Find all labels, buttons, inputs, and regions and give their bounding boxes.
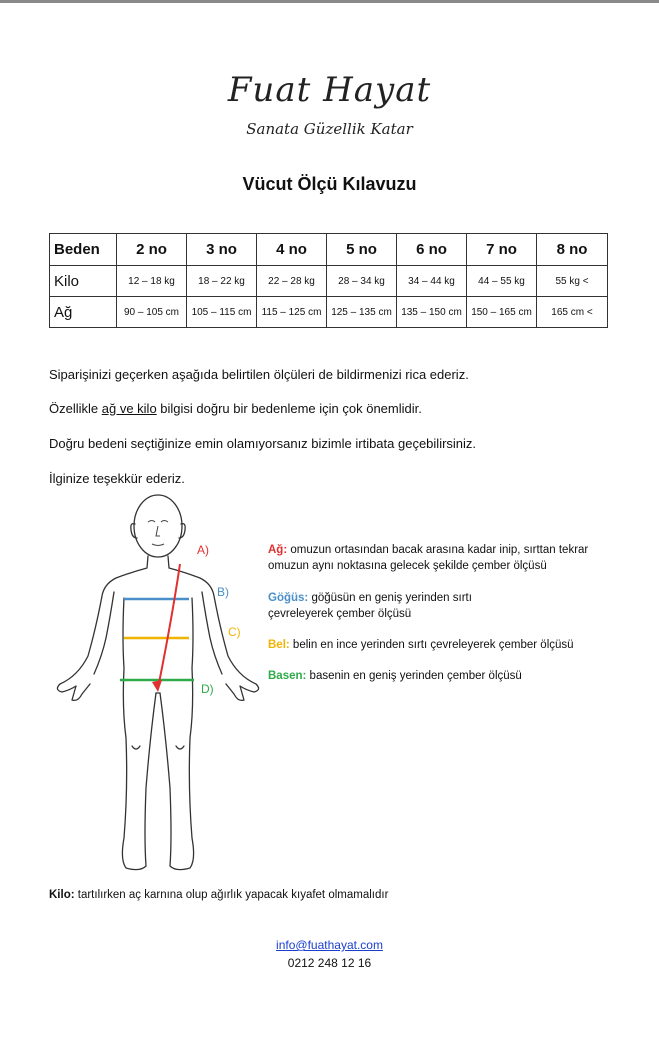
inseam-arrow	[152, 680, 162, 692]
label-b: B)	[217, 585, 229, 599]
kilo-note	[49, 889, 388, 901]
table-cell: 28 – 34 kg	[327, 266, 397, 297]
legend-text: omuzun ortasından bacak arasına kadar inip, sırttan tekrar	[287, 544, 589, 556]
text-segment: Özellikle	[49, 401, 102, 416]
header-cell: 7 no	[467, 234, 537, 266]
legend-key: Bel:	[268, 639, 290, 651]
body-measurement-figure	[48, 488, 268, 878]
label-a: A)	[197, 543, 209, 557]
legend-basen	[268, 668, 522, 684]
brand-logo: Fuat Hayat	[227, 70, 432, 110]
legend-bel	[268, 637, 574, 653]
info-paragraph: Siparişinizi geçerken aşağıda belirtilen ölçüleri de bildirmenizi rica ederiz.	[49, 367, 469, 382]
legend-ag	[268, 542, 588, 574]
table-cell: 12 – 18 kg	[117, 266, 187, 297]
legend-key: Ağ:	[268, 544, 288, 556]
phone-number: 0212 248 12 16	[287, 956, 372, 970]
thanks-paragraph: İlginize teşekkür ederiz.	[49, 471, 185, 486]
legend-text: göğüsün en geniş yerinden sırtı	[308, 592, 472, 604]
label-c: C)	[228, 625, 241, 639]
table-cell: 55 kg <	[537, 266, 608, 297]
size-table	[49, 233, 608, 328]
info-paragraph: Doğru bedeni seçtiğinize emin olamıyorsanız bizimle irtibata geçebilirsiniz.	[49, 436, 477, 451]
legend-key: Basen:	[268, 670, 307, 682]
legend-text: omuzun aynı noktasına gelecek şekilde çember ölçüsü	[268, 560, 547, 572]
table-row-kilo	[50, 266, 608, 297]
table-cell: 34 – 44 kg	[397, 266, 467, 297]
row-label: Kilo	[50, 266, 117, 297]
legend-text: belin en ince yerinden sırtı çevreleyerek çember ölçüsü	[289, 639, 574, 651]
table-row-ag	[50, 297, 608, 328]
label-d: D)	[201, 682, 214, 696]
row-label: Ağ	[50, 297, 117, 328]
table-header-row	[50, 234, 608, 266]
table-cell: 135 – 150 cm	[397, 297, 467, 328]
underlined-text: ağ ve kilo	[101, 401, 157, 416]
note-key: Kilo:	[49, 889, 75, 901]
brand-tagline: Sanata Güzellik Katar	[246, 120, 413, 138]
table-cell: 165 cm <	[537, 297, 608, 328]
legend-gogus	[268, 590, 472, 622]
table-cell: 22 – 28 kg	[257, 266, 327, 297]
text-segment: bilgisi doğru bir bedenleme için çok önemlidir.	[156, 401, 422, 416]
info-paragraph-important	[49, 401, 422, 416]
table-cell: 105 – 115 cm	[187, 297, 257, 328]
table-cell: 44 – 55 kg	[467, 266, 537, 297]
header-cell: 8 no	[537, 234, 608, 266]
table-cell: 115 – 125 cm	[257, 297, 327, 328]
header-cell: 4 no	[257, 234, 327, 266]
header-cell: 2 no	[117, 234, 187, 266]
face-features	[148, 521, 168, 546]
legend-key: Göğüs:	[268, 592, 309, 604]
legend-text: çevreleyerek çember ölçüsü	[268, 608, 412, 620]
header-cell: 5 no	[327, 234, 397, 266]
header-cell: Beden	[50, 234, 117, 266]
top-border	[0, 0, 659, 3]
inseam-line	[158, 564, 180, 688]
legend-text: basenin en geniş yerinden çember ölçüsü	[306, 670, 522, 682]
table-cell: 150 – 165 cm	[467, 297, 537, 328]
header-cell: 6 no	[397, 234, 467, 266]
table-cell: 18 – 22 kg	[187, 266, 257, 297]
header-cell: 3 no	[187, 234, 257, 266]
note-text: tartılırken aç karnına olup ağırlık yapacak kıyafet olmamalıdır	[74, 889, 389, 901]
table-cell: 125 – 135 cm	[327, 297, 397, 328]
table-cell: 90 – 105 cm	[117, 297, 187, 328]
page-title: Vücut Ölçü Kılavuzu	[242, 174, 417, 194]
email-link[interactable]: info@fuathayat.com	[276, 938, 383, 952]
